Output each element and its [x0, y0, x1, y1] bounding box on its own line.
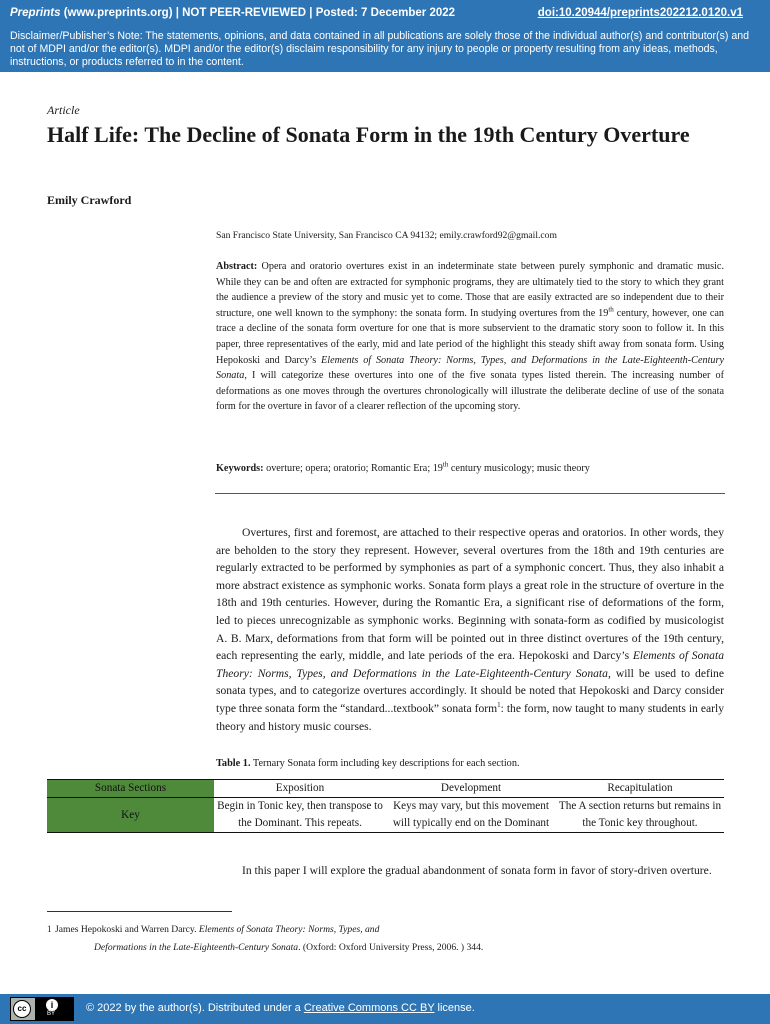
by-area — [35, 998, 73, 1020]
table-header-cell: Recapitulation — [607, 782, 673, 794]
keywords — [216, 460, 724, 474]
cc-by-badge[interactable] — [10, 997, 74, 1021]
table-header-cell: Development — [440, 782, 502, 794]
abstract-text-2: century, however, one can trace a decline of the sonata form overture for one that is more subservient to the dramatic story soon to follow it. In this paper, three representatives of the early, mid and late period of the highlight this steady shift away from sonata form. Using Hepokoski and Darcy’s — [216, 307, 724, 366]
body-text-1b: , will be used to define sonata types, and to categorize overtures accordingly. It should be noted that Hepokoski and Darcy consider type three sonata form the “standard...textbook” sonata form — [216, 666, 724, 715]
keywords-label: Keywords: — [216, 463, 264, 474]
abstract-text-3: , I will categorize these overtures into one of the five sonata types listed therein. The increasing number of deformations as one moves through the overtures chronologically will illustrate the deliberate decline of use of the sonata form for the overture in favor of a clearer reflection of the upcoming story. — [216, 370, 724, 413]
body-paragraph-2: In this paper I will explore the gradual abandonment of sonata form in favor of story-driven overture. — [242, 864, 712, 877]
keywords-divider — [215, 493, 725, 494]
table-caption — [216, 758, 520, 769]
by-label: BY — [47, 1011, 56, 1017]
footnote-reference[interactable]: 1 — [497, 701, 501, 710]
table-caption-label: Table 1. — [216, 758, 251, 769]
body-book-title: Elements of Sonata Theory: Norms, Types, and Deformations in the Late-Eighteenth-Century Sonata — [216, 649, 724, 680]
footnote-title-1: Elements of Sonata Theory: Norms, Types, and — [198, 924, 380, 935]
body-paragraph-1 — [216, 524, 724, 735]
header-posting-info — [10, 7, 455, 19]
abstract-text-1: Opera and oratorio overtures exist in an indeterminate state between purely symphonic and dramatic music. While they can be and often are extracted for symphonic programs, they are ultimately tied to the story to which they grant the audience a preview of the story and music yet to come. Those that are easily extracted are so independent due to their structure, one well known to the symphony: the sonata form. In studying overtures from the 19 — [216, 261, 724, 319]
preprints-label: Preprints — [10, 7, 61, 19]
abstract-superscript: th — [608, 305, 614, 314]
license-link[interactable]: Creative Commons CC BY — [303, 1002, 435, 1014]
table-caption-text: Ternary Sonata form including key descriptions for each section. — [250, 758, 520, 769]
abstract — [216, 259, 724, 415]
cc-icon: cc — [13, 1000, 31, 1018]
keywords-text-1: overture; opera; oratorio; Romantic Era; 19 — [263, 463, 443, 474]
table-cell: Begin in Tonic key, then transpose to the Dominant. This repeats. — [217, 800, 383, 829]
table-row-label: Key — [47, 798, 214, 833]
license-prefix: © 2022 by the author(s). Distributed under a — [86, 1002, 304, 1014]
author-name: Emily Crawford — [47, 193, 132, 207]
abstract-label: Abstract: — [216, 261, 258, 272]
table-row — [47, 798, 724, 833]
doi-link[interactable]: doi:10.20944/preprints202212.0120.v1 — [537, 7, 743, 19]
publisher-disclaimer: Disclaimer/Publisher’s Note: The statements, opinions, and data contained in all publications are solely those of the individual author(s) and contributor(s) and not of MDPI and/or the editor(s). MDPI and/or the editor(s) disclaim responsibility for any injury to people or property resulting from any ideas, methods, instructions, or products referred to in the content. — [10, 30, 750, 68]
abstract-book-title: Elements of Sonata Theory: Norms, Types, and Deformations in the Late-Eighteenth-Century Sonata — [216, 354, 724, 382]
body-text-1a: Overtures, first and foremost, are attached to their respective operas and oratorios. In other words, they are beholden to the story they represent. However, several overtures from the 18th and 19th centuries are regularly extracted to be performed by symphonies as part of a symphonic concert. Thus, they also inhabit a more abstract existence as symphonic works. Sonata form plays a great role in the structure of overture in the 18th and 19th centuries. However, during the Romantic Era, a significant rise of deformations of the form, led to pieces unrecognizable as symphonic works. Beginning with sonata-form as codified by musicologist A. B. Marx, deformations from that form will be pointed out in three distinct overtures of the 19th century, each representing the early, middle, and late periods of the era. Hepokoski and Darcy’s — [216, 526, 724, 663]
footnote-title-2: Deformations in the Late-Eighteenth-Century Sonata — [94, 942, 299, 953]
table-header-row — [47, 780, 724, 798]
body-text-1c: : the form, now taught to many students in early theory and history music courses. — [216, 701, 724, 733]
ternary-sonata-table — [47, 779, 724, 833]
table-cell: The A section returns but remains in the Tonic key throughout. — [558, 800, 722, 829]
license-footer — [0, 994, 770, 1024]
footnote-authors: James Hepokoski and Warren Darcy. — [55, 924, 199, 935]
footnote-line-1 — [55, 924, 379, 935]
keywords-text-2: century musicology; music theory — [448, 463, 590, 474]
license-suffix: license. — [434, 1002, 475, 1014]
author-affiliation: San Francisco State University, San Francisco CA 94132; emily.crawford92@gmail.com — [216, 230, 557, 241]
keywords-superscript: th — [442, 460, 449, 469]
footnote-mark: 1 — [47, 924, 52, 934]
header-posting-text: (www.preprints.org) | NOT PEER-REVIEWED | Posted: 7 December 2022 — [60, 7, 456, 19]
article-title: Half Life: The Decline of Sonata Form in the 19th Century Overture — [47, 122, 690, 147]
footnote-publisher: . (Oxford: Oxford University Press, 2006. ) 344. — [298, 942, 484, 953]
article-type: Article — [47, 103, 80, 117]
table-header-cell: Exposition — [275, 782, 325, 794]
footnote-divider — [47, 911, 232, 912]
footnote-line-2 — [94, 942, 483, 953]
preprint-header-bar — [0, 0, 770, 72]
table-header-cell: Sonata Sections — [47, 780, 214, 798]
attribution-icon: i — [46, 999, 58, 1011]
license-text — [86, 1002, 475, 1014]
table-cell: Keys may vary, but this movement will typically end on the Dominant — [392, 800, 550, 829]
